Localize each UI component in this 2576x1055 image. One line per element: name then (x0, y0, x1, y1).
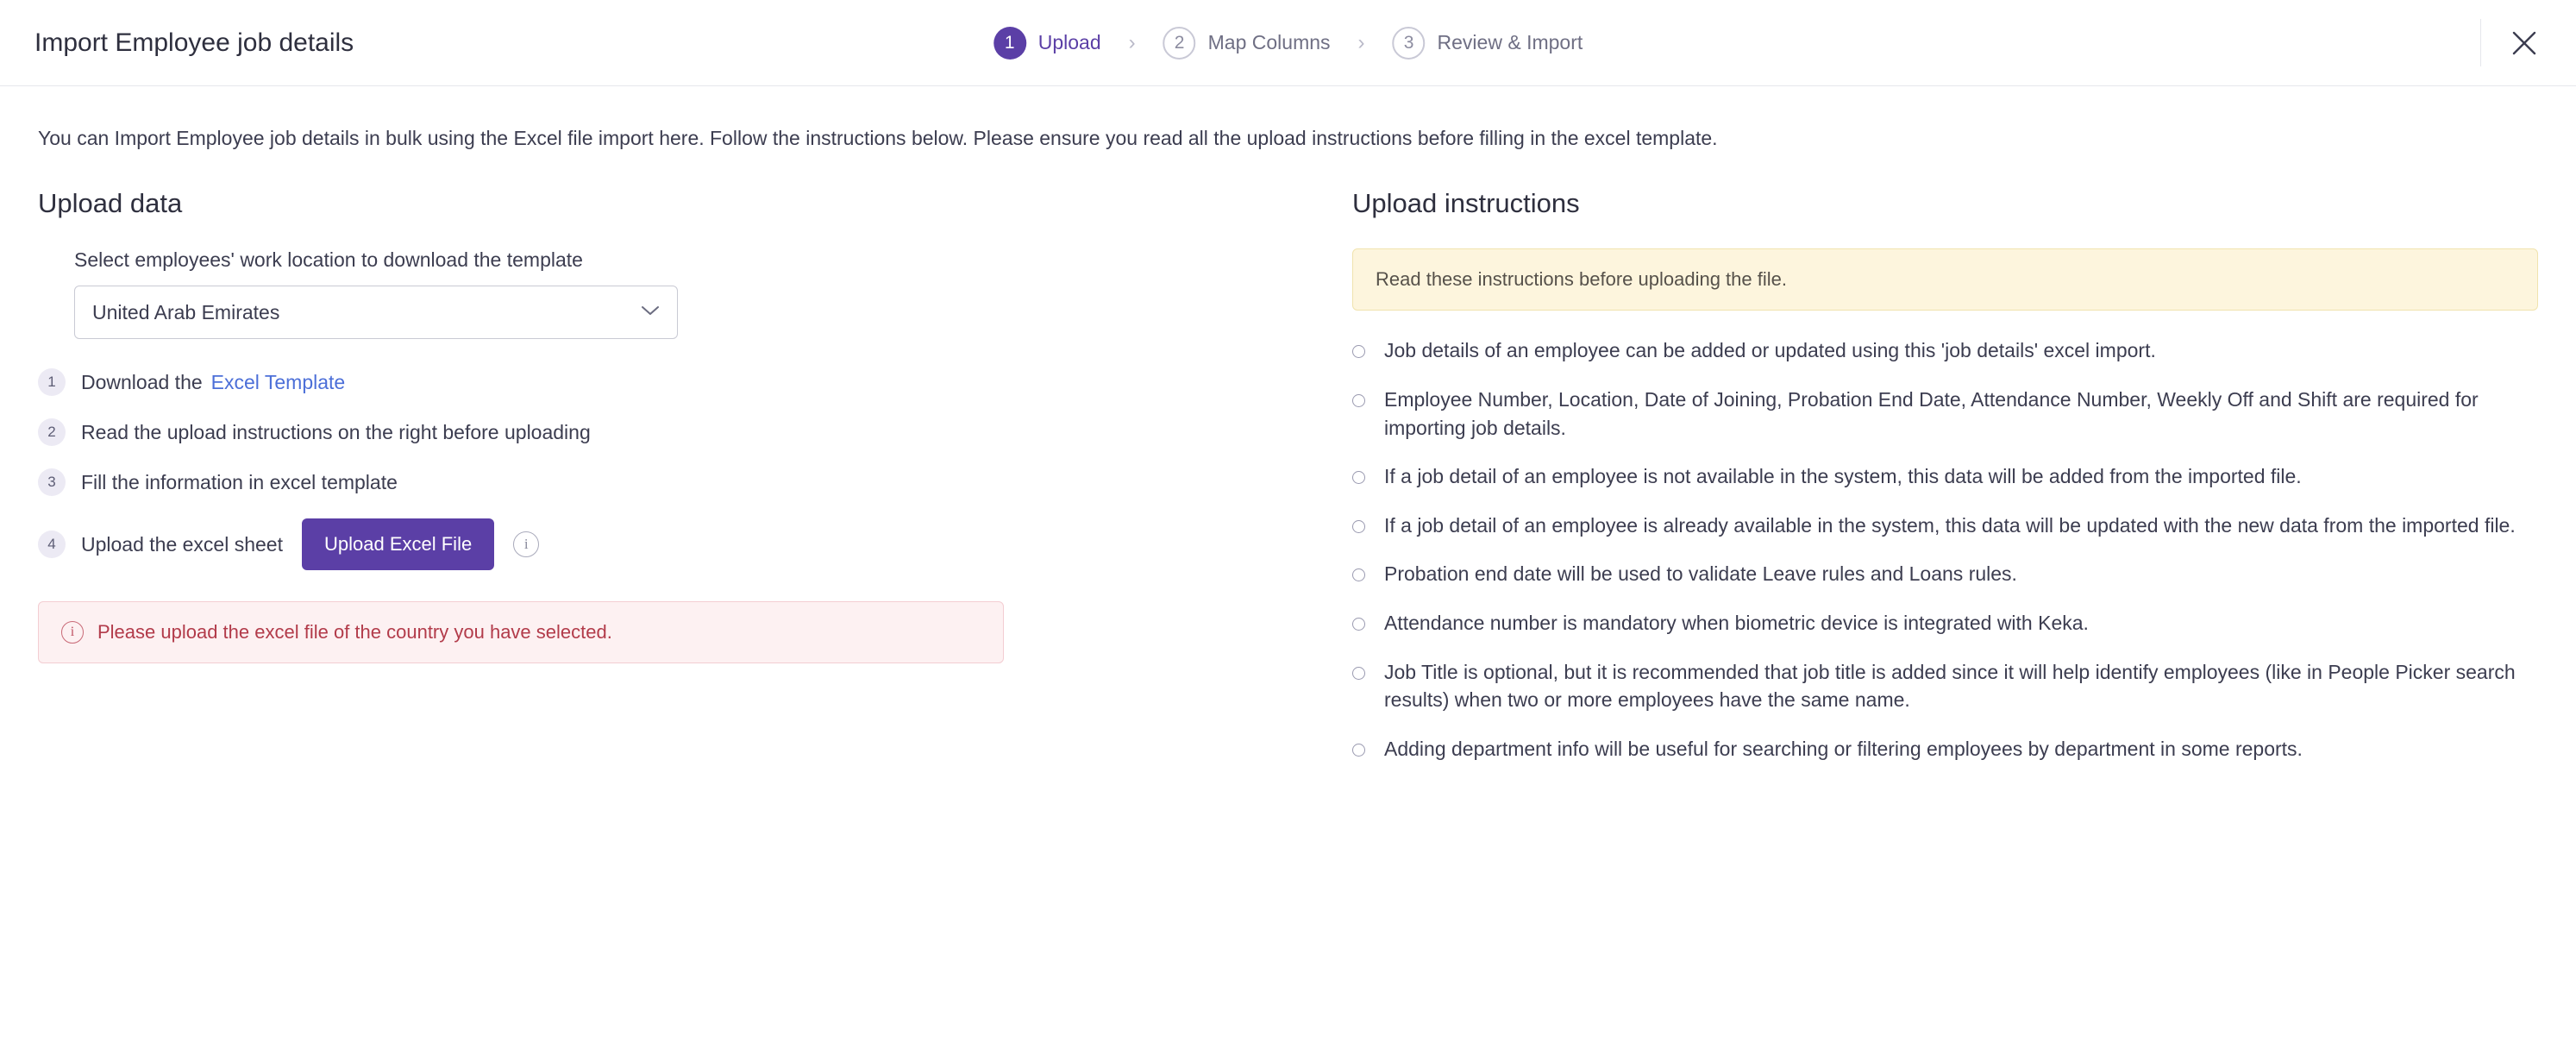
info-icon[interactable]: i (513, 531, 539, 557)
dialog-body (0, 152, 2576, 784)
dialog-header (0, 0, 2576, 86)
step-text-1: Download the (81, 370, 203, 393)
step-badge-3: 3 (38, 468, 66, 496)
step-review-import-label: Review & Import (1437, 31, 1583, 53)
list-item (1352, 462, 2538, 491)
header-divider (2480, 19, 2481, 66)
work-location-selected-value: United Arab Emirates (92, 300, 280, 323)
step-separator-icon: › (1128, 30, 1136, 54)
step-review-import[interactable] (1393, 27, 1583, 60)
list-item (38, 468, 1314, 496)
upload-error-message: Please upload the excel file of the country you have selected. (97, 621, 612, 644)
upload-data-panel (38, 188, 1314, 784)
list-item (1352, 336, 2538, 365)
intro-text: You can Import Employee job details in bulk using the Excel file import here. Follow the instructions below. Please ensure you read all the upload instructions before filling in the excel template. (38, 127, 1718, 149)
bullet-icon (1352, 568, 1365, 581)
step-upload-label: Upload (1037, 31, 1101, 53)
page-title: Import Employee job details (34, 28, 354, 57)
instruction-text: Adding department info will be useful for searching or filtering employees by department in some reports. (1384, 738, 2303, 761)
step-upload[interactable] (993, 27, 1101, 60)
bullet-icon (1352, 520, 1365, 533)
step-text-3: Fill the information in excel template (81, 470, 398, 493)
upload-error-alert (38, 601, 1004, 663)
step-badge-1: 1 (38, 368, 66, 396)
excel-template-link[interactable]: Excel Template (210, 370, 346, 393)
instruction-text: If a job detail of an employee is not available in the system, this data will be added from the imported file. (1384, 465, 2302, 488)
step-badge-2: 2 (38, 418, 66, 446)
upload-steps-list (47, 368, 1314, 570)
step-map-columns-label: Map Columns (1207, 31, 1331, 53)
chevron-down-icon (641, 305, 660, 321)
list-item (38, 368, 1314, 396)
bullet-icon (1352, 744, 1365, 757)
upload-excel-file-button[interactable]: Upload Excel File (302, 518, 494, 570)
list-item (1352, 609, 2538, 637)
step-separator-icon-2: › (1357, 30, 1365, 54)
bullet-icon (1352, 667, 1365, 680)
instruction-text: Employee Number, Location, Date of Joining, Probation End Date, Attendance Number, Weekly Off and Shift are required for importing job details. (1384, 387, 2479, 439)
step-text-2: Read the upload instructions on the right before uploading (81, 420, 591, 443)
instruction-text: Job details of an employee can be added or updated using this 'job details' excel import. (1384, 339, 2156, 362)
work-location-select[interactable] (74, 286, 678, 339)
bullet-icon (1352, 345, 1365, 358)
step-review-import-number: 3 (1393, 27, 1426, 60)
upload-data-title: Upload data (38, 188, 183, 219)
instructions-notice-banner: Read these instructions before uploading the file. (1352, 248, 2538, 311)
upload-instructions-panel (1314, 188, 2538, 784)
list-item (1352, 386, 2538, 442)
bullet-icon (1352, 618, 1365, 631)
bullet-icon (1352, 471, 1365, 484)
list-item (1352, 735, 2538, 763)
step-text-4: Upload the excel sheet (81, 532, 283, 556)
instruction-text: Attendance number is mandatory when biometric device is integrated with Keka. (1384, 612, 2089, 635)
instruction-text: Job Title is optional, but it is recommended that job title is added since it will help identify employees (like in People Picker search results) when two or more employees have the same name. (1384, 660, 2516, 712)
step-upload-number: 1 (993, 27, 1026, 60)
step-map-columns[interactable] (1163, 27, 1331, 60)
instructions-list (1352, 336, 2538, 763)
list-item (38, 518, 1314, 570)
step-badge-4: 4 (38, 531, 66, 558)
list-item (1352, 658, 2538, 714)
list-item (1352, 560, 2538, 588)
bullet-icon (1352, 394, 1365, 407)
stepper (993, 27, 1583, 60)
upload-instructions-title: Upload instructions (1352, 188, 1580, 219)
close-icon[interactable] (2505, 24, 2543, 62)
info-icon: i (61, 621, 84, 644)
instruction-text: If a job detail of an employee is already available in the system, this data will be updated with the new data from the imported file. (1384, 513, 2516, 537)
list-item (1352, 512, 2538, 540)
work-location-label: Select employees' work location to download the template (74, 248, 583, 272)
instruction-text: Probation end date will be used to validate Leave rules and Loans rules. (1384, 562, 2017, 586)
step-map-columns-number: 2 (1163, 27, 1196, 60)
list-item (38, 418, 1314, 446)
